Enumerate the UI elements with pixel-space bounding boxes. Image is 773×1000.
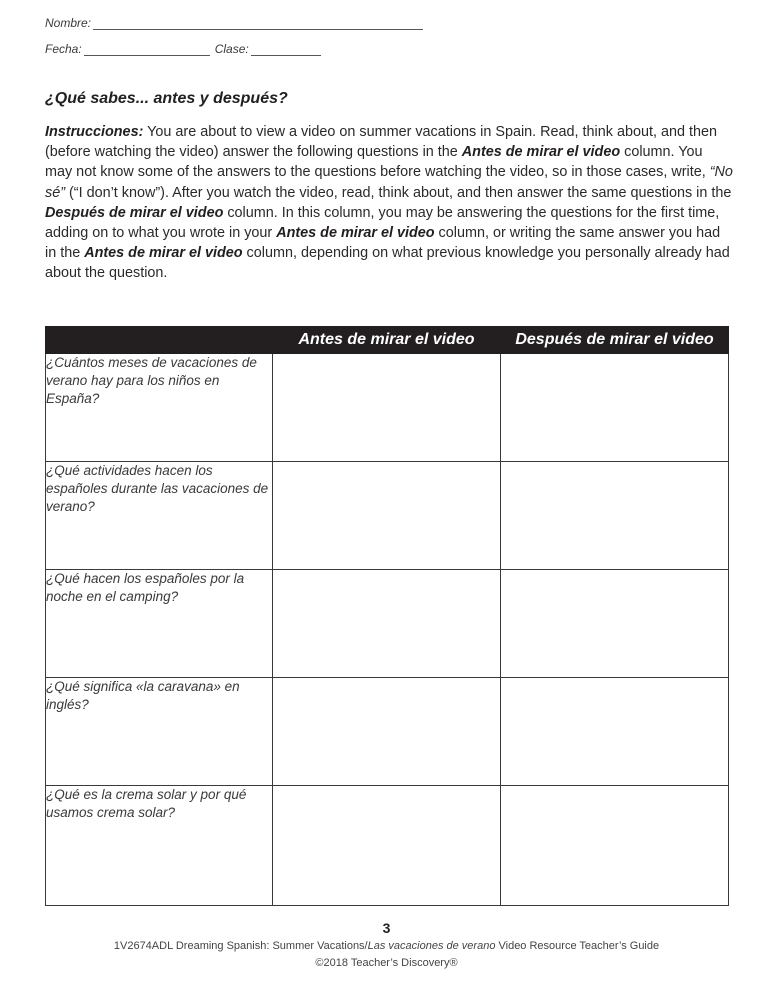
date-class-field-row <box>45 42 321 56</box>
before-answer-cell[interactable] <box>273 678 501 786</box>
footer-title-italic: Las vacaciones de verano <box>367 940 496 952</box>
table-row <box>46 462 729 570</box>
after-answer-cell[interactable] <box>501 678 729 786</box>
date-input-line[interactable] <box>84 43 210 56</box>
column-name-ref: Antes de mirar el video <box>276 225 435 242</box>
instructions-text: You are about to view a video on summer vacations in Spain. Read, think about, and then (before watching the video) answer the following questions in the <box>45 124 717 161</box>
after-answer-cell[interactable] <box>501 570 729 678</box>
footer-title-suffix: Video Resource Teacher’s Guide <box>495 940 660 952</box>
column-name-ref: Después de mirar el video <box>45 204 224 221</box>
header-question-column <box>46 327 273 354</box>
before-answer-cell[interactable] <box>273 354 501 462</box>
question-cell: ¿Qué actividades hacen los españoles durante las vacaciones de verano? <box>46 462 273 570</box>
question-cell: ¿Qué hacen los españoles por la noche en el camping? <box>46 570 273 678</box>
question-cell: ¿Qué es la crema solar y por qué usamos crema solar? <box>46 786 273 906</box>
question-cell: ¿Cuántos meses de vacaciones de verano hay para los niños en España? <box>46 354 273 462</box>
header-before-column: Antes de mirar el video <box>273 327 501 354</box>
column-name-ref: Antes de mirar el video <box>84 245 243 262</box>
table-row <box>46 354 729 462</box>
instructions-paragraph <box>45 122 733 284</box>
no-se-example: “No sé” <box>45 164 733 201</box>
table-row <box>46 786 729 906</box>
instructions-text: column. In this column, you may be answering the questions for the first time, adding on to what you wrote in your <box>45 204 720 242</box>
after-answer-cell[interactable] <box>501 462 729 570</box>
page-number: 3 <box>382 920 391 936</box>
class-input-line[interactable] <box>251 43 321 56</box>
name-input-line[interactable] <box>93 17 423 30</box>
after-answer-cell[interactable] <box>501 354 729 462</box>
footer-title-prefix: 1V2674ADL Dreaming Spanish: Summer Vacations/ <box>113 940 368 952</box>
instructions-text: (“I don’t know”). After you watch the video, read, think about, and then answer the same questions in the <box>65 184 732 201</box>
date-label: Fecha: <box>45 42 82 56</box>
header-after-column: Después de mirar el video <box>501 327 729 354</box>
table-row <box>46 570 729 678</box>
class-label: Clase: <box>214 42 249 56</box>
footer-title <box>0 940 773 952</box>
before-answer-cell[interactable] <box>273 462 501 570</box>
footer-copyright: ©2018 Teacher’s Discovery® <box>315 957 458 969</box>
column-name-ref: Antes de mirar el video <box>461 144 621 161</box>
question-cell: ¿Qué significa «la caravana» en inglés? <box>46 678 273 786</box>
instructions-label: Instrucciones: <box>45 124 144 140</box>
before-answer-cell[interactable] <box>273 786 501 906</box>
instructions-text: column, depending on what previous knowledge you personally already had about the question. <box>45 245 730 282</box>
table-row <box>46 678 729 786</box>
after-answer-cell[interactable] <box>501 786 729 906</box>
instructions-text: column, or writing the same answer you had in the <box>45 225 721 262</box>
table-header-row <box>46 327 729 354</box>
name-label: Nombre: <box>45 16 92 30</box>
section-heading: ¿Qué sabes... antes y después? <box>45 90 288 107</box>
name-field-row <box>45 16 423 30</box>
instructions-text: column. You may not know some of the answers to the questions before watching the video, so in those cases, write, <box>45 144 710 181</box>
question-answer-table <box>45 326 729 906</box>
before-answer-cell[interactable] <box>273 570 501 678</box>
